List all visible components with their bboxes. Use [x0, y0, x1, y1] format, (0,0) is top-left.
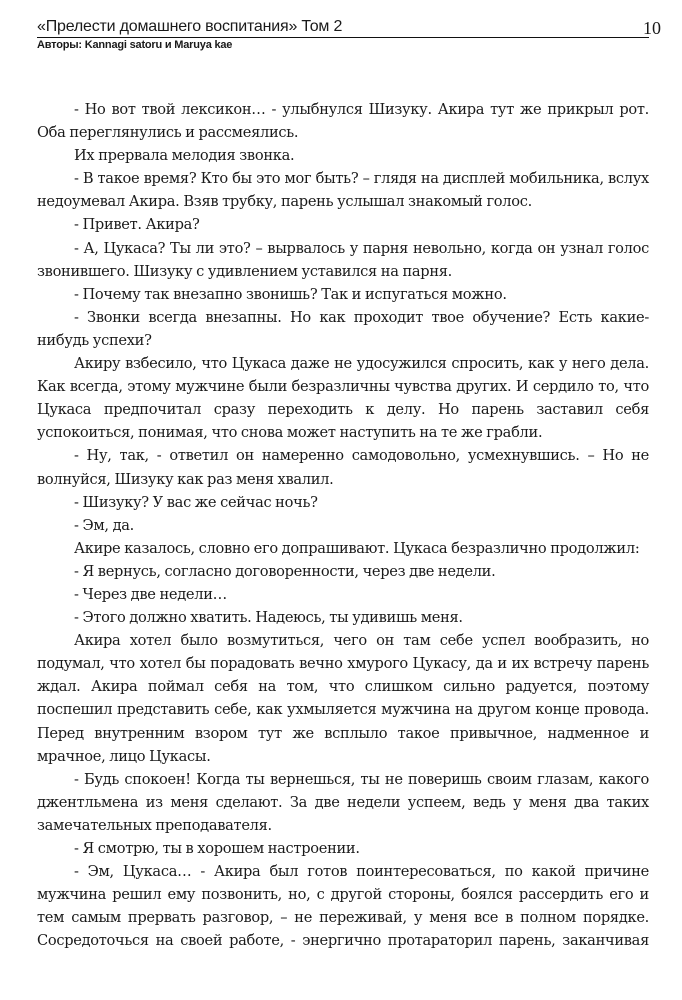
paragraph: - Привет. Акира? — [74, 216, 200, 234]
paragraph: - Я смотрю, ты в хорошем настроении. — [74, 840, 360, 857]
paragraph: - Этого должно хватить. Надеюсь, ты удивишь меня. — [74, 609, 463, 627]
paragraph: - Через две недели… — [74, 585, 227, 603]
book-title: «Прелести домашнего воспитания» Том 2 — [37, 18, 343, 35]
paragraph: - Почему так внезапно звонишь? Так и испугаться можно. — [74, 285, 507, 303]
paragraph: - Будь спокоен! Когда ты вернешься, ты не поверишь своим глазам, какого джентльмена из меня сделают. За две недели успеем, ведь у меня два таких замечательных преподавателя. — [37, 770, 649, 834]
paragraph: - Эм, да. — [74, 516, 134, 534]
paragraph: - Звонки всегда внезапны. Но как проходит твое обучение? Есть какие-нибудь успехи? — [37, 308, 649, 349]
authors-line: Авторы: Kannagi satoru и Maruya kae — [37, 39, 233, 51]
paragraph: Акиру взбесило, что Цукаса даже не удосужился спросить, как у него дела. Как всегда, этому мужчине были безразличны чувства других. И сердило то, что Цукаса предпочитал сразу переходить к делу. Но парень заставил себя успокоиться, понимая, что снова может наступить на те же грабли. — [37, 355, 649, 442]
paragraph: Их прервала мелодия звонка. — [74, 147, 295, 165]
body-text — [37, 98, 649, 952]
paragraph: - В такое время? Кто бы это мог быть? – глядя на дисплей мобильника, вслух недоумевал Акира. Взяв трубку, парень услышал знакомый голос. — [37, 170, 649, 211]
paragraph: - Ну, так, - ответил он намеренно самодовольно, усмехнувшись. – Но не волнуйся, Шизуку как раз меня хвалил. — [37, 447, 649, 488]
page-number: 10 — [643, 18, 661, 38]
paragraph: - Шизуку? У вас же сейчас ночь? — [74, 493, 318, 511]
running-header — [37, 18, 649, 51]
paragraph: - А, Цукаса? Ты ли это? – вырвалось у парня невольно, когда он узнал голос звонившего. Шизуку с удивлением уставился на парня. — [37, 239, 649, 280]
paragraph: Акире казалось, словно его допрашивают. Цукаса безразлично продолжил: — [74, 539, 640, 557]
paragraph: - Эм, Цукаса… - Акира был готов поинтересоваться, по какой причине мужчина решил ему позвонить, но, с другой стороны, боялся рассердить его и тем самым прервать разговор, – не переживай, у меня все в полном порядке. Сосредоточься на своей работе, - энергично протараторил парень, заканчивая — [37, 863, 649, 950]
header-rule — [37, 37, 649, 38]
paragraph: - Я вернусь, согласно договоренности, через две недели. — [74, 562, 496, 580]
paragraph: - Но вот твой лексикон… - улыбнулся Шизуку. Акира тут же прикрыл рот. Оба переглянулись и рассмеялись. — [37, 101, 649, 142]
paragraph: Акира хотел было возмутиться, чего он там себе успел вообразить, но подумал, что хотел бы порадовать вечно хмурого Цукасу, да и их встречу парень ждал. Акира поймал себя на том, что слишком сильно радуется, поэтому поспешил представить себе, как ухмыляется мужчина на другом конце провода. Перед внутренним взором тут же всплыло такое привычное, надменное и мрачное, лицо Цукасы. — [37, 632, 649, 765]
